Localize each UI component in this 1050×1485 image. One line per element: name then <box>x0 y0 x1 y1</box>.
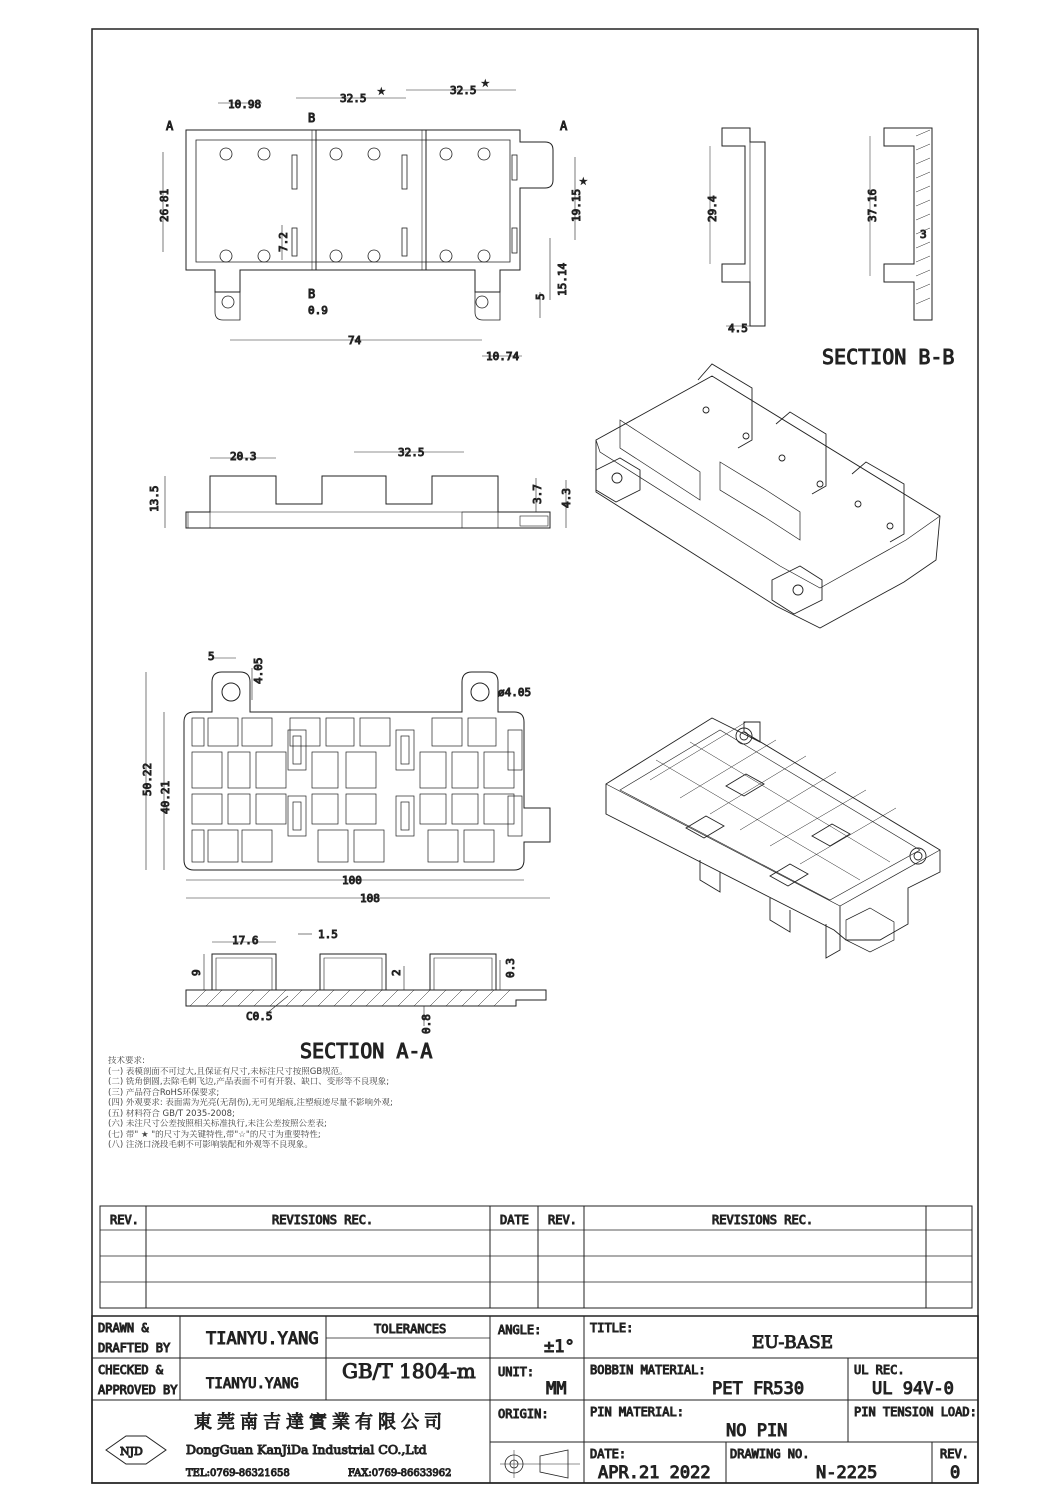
rev-header-right: REV. <box>548 1213 577 1227</box>
checked-by: TIANYU.YANG <box>206 1376 299 1392</box>
note-item: (八) 注浇口浇段毛刺不可影响装配和外观等不良现象。 <box>108 1140 313 1150</box>
company-name-cn: 東莞南吉達實業有限公司 <box>194 1412 447 1433</box>
section-bb-view <box>706 128 954 369</box>
date-header: DATE <box>500 1213 529 1227</box>
dim-40-21: 40.21 <box>159 780 172 814</box>
bottom-view <box>141 650 550 905</box>
section-b-top: B <box>308 111 316 125</box>
rev-header-left: REV. <box>110 1213 139 1227</box>
pin-material-label: PIN MATERIAL: <box>590 1405 684 1419</box>
note-item: (四) 外观要求: 表面需为光亮(无刮伤),无可见缩痕,注塑痕迹尽量不影响外观; <box>108 1098 393 1108</box>
dim-0-8: 0.8 <box>420 1014 433 1034</box>
logo-text: NJD <box>120 1445 143 1458</box>
ul-rec-label: UL REC. <box>854 1363 905 1377</box>
top-view <box>158 76 587 363</box>
dim-17-6: 17.6 <box>232 934 259 947</box>
note-item: (二) 铣角倒圆,去除毛刺飞边,产品表面不可有开裂、缺口、变形等不良现象; <box>108 1077 390 1087</box>
pin-material-value: NO PIN <box>726 1421 788 1441</box>
date-value: APR.21 2022 <box>598 1463 711 1483</box>
isometric-bottom-view <box>606 718 940 958</box>
dim-32-5-a: 32.5 <box>340 92 367 105</box>
rev-label: REV. <box>940 1447 969 1461</box>
dim-9: 9 <box>190 969 203 976</box>
note-item: (六) 未注尺寸公差按照相关标准执行,未注公差按照公差表; <box>108 1119 327 1129</box>
drawn-label-1: DRAWN & <box>98 1321 149 1335</box>
drawn-by: TIANYU.YANG <box>206 1329 319 1349</box>
tolerances-value: GB/T 1804-m <box>342 1359 476 1383</box>
angle-label: ANGLE: <box>498 1323 542 1337</box>
section-a-left: A <box>166 119 174 133</box>
dim-2: 2 <box>390 969 403 976</box>
dim-dia-4-05: ø4.05 <box>498 686 532 699</box>
dim-4-3: 4.3 <box>560 488 573 508</box>
dim-108: 108 <box>360 892 380 905</box>
dim-3-7: 3.7 <box>531 484 544 504</box>
company-fax: FAX:0769-86633962 <box>348 1468 452 1479</box>
checked-label-1: CHECKED & <box>98 1363 164 1377</box>
title-label: TITLE: <box>590 1321 634 1335</box>
section-a-right: A <box>560 119 568 133</box>
dim-0-3: 0.3 <box>504 958 517 978</box>
dim-29-4: 29.4 <box>706 195 719 222</box>
note-item: (五) 材料符合 GB/T 2035-2008; <box>108 1108 235 1119</box>
projection-symbol-icon <box>500 1450 580 1478</box>
note-item: (七) 带" ★ "的尺寸为关键特性,带"☆"的尺寸为重要特性; <box>108 1129 321 1140</box>
title-value: EU-BASE <box>752 1333 834 1353</box>
note-item: (一) 表模剖面不可过大,且保证有尺寸,未标注尺寸按照GB规范。 <box>108 1066 348 1077</box>
company-logo <box>106 1436 166 1464</box>
dim-26-81: 26.81 <box>158 188 171 222</box>
dim-74: 74 <box>348 334 362 347</box>
dim-15-14: 15.14 <box>556 262 569 296</box>
section-b-bottom: B <box>308 287 316 301</box>
dim-32-5-b: 32.5 <box>450 84 477 97</box>
drawn-label-2: DRAFTED BY <box>98 1341 171 1355</box>
sheet-border <box>92 29 978 1483</box>
star-mark-3: ★ <box>580 174 587 187</box>
note-heading: 技术要求: <box>108 1056 145 1066</box>
ul-rec-value: UL 94V-0 <box>872 1379 954 1399</box>
company-name-en: DongGuan KanJiDa Industrial CO.,Ltd <box>186 1442 427 1457</box>
dim-10-74: 10.74 <box>486 350 520 363</box>
dim-3: 3 <box>920 228 927 241</box>
section-bb-title: SECTION B-B <box>822 345 955 369</box>
origin-label: ORIGIN: <box>498 1407 549 1421</box>
unit-label: UNIT: <box>498 1365 535 1379</box>
company-tel: TEL:0769-86321658 <box>186 1468 290 1479</box>
dim-50-22: 50.22 <box>141 762 154 796</box>
section-aa-view <box>186 928 546 1063</box>
dim-32-5-side: 32.5 <box>398 446 425 459</box>
revision-table <box>100 1206 972 1308</box>
revisions-header-right: REVISIONS REC. <box>712 1213 814 1227</box>
dim-19-15: 19.15 <box>570 188 583 222</box>
checked-label-2: APPROVED BY <box>98 1383 178 1397</box>
technical-notes <box>108 1056 568 1151</box>
dim-0-9: 0.9 <box>308 304 328 317</box>
dim-5-bottom: 5 <box>208 650 215 663</box>
rev-value: 0 <box>950 1463 961 1483</box>
tolerances-label: TOLERANCES <box>374 1322 447 1336</box>
dim-100: 100 <box>342 874 362 887</box>
dim-7-2: 7.2 <box>277 232 290 252</box>
isometric-top-view <box>596 364 940 628</box>
dim-10-98: 10.98 <box>228 98 262 111</box>
drawing-no-label: DRAWING NO. <box>730 1447 810 1461</box>
dim-20-3: 20.3 <box>230 450 257 463</box>
bobbin-material-label: BOBBIN MATERIAL: <box>590 1363 706 1377</box>
dim-13-5: 13.5 <box>148 485 161 512</box>
revisions-header-left: REVISIONS REC. <box>272 1213 374 1227</box>
date-label: DATE: <box>590 1447 627 1461</box>
star-mark-2: ★ <box>482 76 489 89</box>
bobbin-material-value: PET FR530 <box>712 1379 805 1399</box>
unit-value: MM <box>546 1379 567 1399</box>
drawing-no-value: N-2225 <box>816 1463 878 1483</box>
section-aa-title: SECTION A-A <box>300 1039 433 1063</box>
side-view <box>148 446 573 528</box>
angle-value: ±1° <box>544 1337 575 1357</box>
dim-c0-5: C0.5 <box>246 1010 273 1023</box>
star-mark-1: ★ <box>378 84 385 97</box>
note-item: (三) 产品符合RoHS环保要求; <box>108 1087 220 1098</box>
dim-4-05: 4.05 <box>252 657 265 684</box>
dim-1-5: 1.5 <box>318 928 338 941</box>
dim-37-16: 37.16 <box>866 188 879 222</box>
dim-4-5: 4.5 <box>728 322 748 335</box>
pin-tension-label: PIN TENSION LOAD: <box>854 1405 977 1419</box>
dim-5-top: 5 <box>534 293 547 300</box>
